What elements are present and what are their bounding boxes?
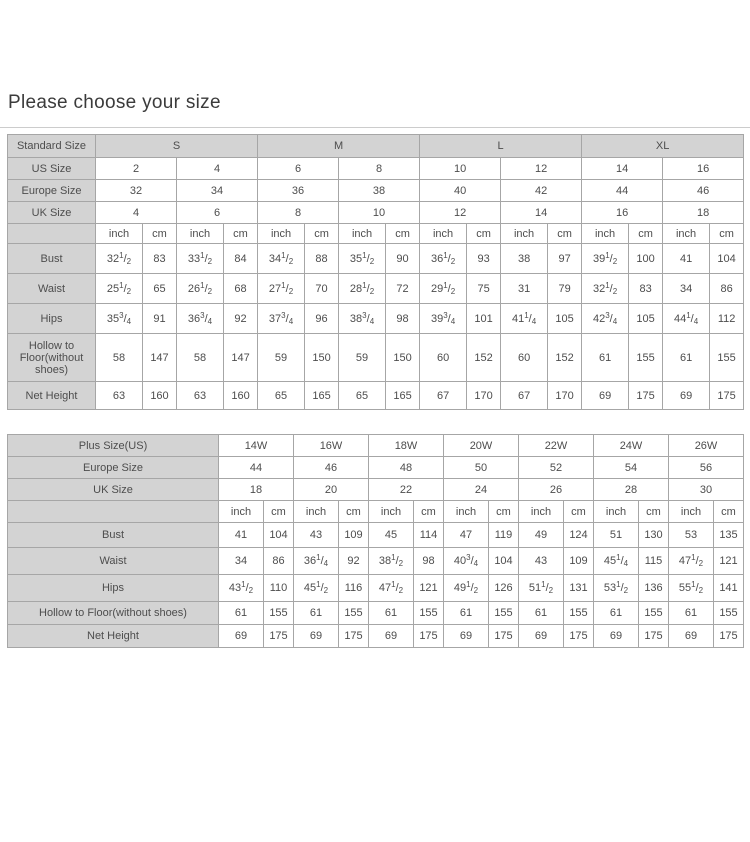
measure-value-inch: $51^1/_2$ (519, 575, 564, 602)
unit-label: inch (669, 501, 714, 523)
measure-value-inch: $39^3/_4$ (420, 304, 467, 334)
measure-value-cm: 175 (414, 625, 444, 648)
size-value: 56 (669, 457, 744, 479)
measure-value-inch: $44^1/_4$ (663, 304, 710, 334)
measure-value-cm: 68 (224, 274, 258, 304)
measure-value-inch: $47^1/_2$ (369, 575, 414, 602)
unit-label: cm (629, 224, 663, 244)
measure-value-inch: 61 (294, 602, 339, 625)
measure-value-cm: 105 (629, 304, 663, 334)
measure-value-cm: 86 (264, 548, 294, 575)
size-value: 14 (501, 202, 582, 224)
size-value: 14W (219, 435, 294, 457)
measure-value-cm: 147 (224, 334, 258, 382)
size-value: 16W (294, 435, 369, 457)
measure-value-cm: 93 (467, 244, 501, 274)
measure-value-cm: 155 (264, 602, 294, 625)
size-group-header: L (420, 135, 582, 158)
measure-value-inch: $39^1/_2$ (582, 244, 629, 274)
measure-value-cm: 91 (143, 304, 177, 334)
measure-value-cm: 109 (564, 548, 594, 575)
measure-value-cm: 155 (710, 334, 744, 382)
row-label: UK Size (8, 202, 96, 224)
unit-label: cm (710, 224, 744, 244)
size-value: 44 (219, 457, 294, 479)
measure-value-inch: 65 (339, 382, 386, 410)
measure-value-cm: 124 (564, 523, 594, 548)
measure-value-inch: 63 (177, 382, 224, 410)
measure-value-inch: 61 (669, 602, 714, 625)
measure-value-cm: 88 (305, 244, 339, 274)
measure-value-inch: 34 (663, 274, 710, 304)
measure-value-inch: 31 (501, 274, 548, 304)
size-value: 8 (339, 158, 420, 180)
measure-value-inch: $47^1/_2$ (669, 548, 714, 575)
measure-value-cm: 147 (143, 334, 177, 382)
measure-value-inch: 61 (663, 334, 710, 382)
unit-label: cm (467, 224, 501, 244)
unit-label: inch (177, 224, 224, 244)
measure-value-inch: 34 (219, 548, 264, 575)
measure-value-cm: 170 (467, 382, 501, 410)
row-label: Plus Size(US) (8, 435, 219, 457)
measure-value-inch: 47 (444, 523, 489, 548)
size-value: 40 (420, 180, 501, 202)
measure-value-inch: 69 (519, 625, 564, 648)
size-value: 24W (594, 435, 669, 457)
measure-value-cm: 135 (714, 523, 744, 548)
row-label: Waist (8, 548, 219, 575)
measure-value-inch: 41 (219, 523, 264, 548)
measure-value-cm: 165 (305, 382, 339, 410)
unit-label: cm (548, 224, 582, 244)
row-label: Bust (8, 523, 219, 548)
size-value: 20W (444, 435, 519, 457)
measure-value-inch: 69 (219, 625, 264, 648)
measure-value-inch: 63 (96, 382, 143, 410)
table-row (8, 274, 744, 304)
measure-value-inch: $36^3/_4$ (177, 304, 224, 334)
unit-label: inch (444, 501, 489, 523)
title-divider (0, 127, 750, 128)
measure-value-inch: 61 (369, 602, 414, 625)
plus-size-table (7, 434, 744, 648)
measure-value-cm: 155 (489, 602, 519, 625)
table-row (8, 224, 744, 244)
measure-value-inch: $41^1/_4$ (501, 304, 548, 334)
measure-value-cm: 175 (264, 625, 294, 648)
unit-label: inch (594, 501, 639, 523)
unit-label: cm (714, 501, 744, 523)
measure-value-inch: 69 (669, 625, 714, 648)
measure-value-inch: $40^3/_4$ (444, 548, 489, 575)
size-value: 46 (294, 457, 369, 479)
measure-value-inch: 60 (420, 334, 467, 382)
size-value: 12 (501, 158, 582, 180)
unit-label: inch (339, 224, 386, 244)
size-value: 22W (519, 435, 594, 457)
measure-value-inch: 61 (444, 602, 489, 625)
measure-value-inch: $29^1/_2$ (420, 274, 467, 304)
measure-value-cm: 155 (639, 602, 669, 625)
measure-value-inch: $55^1/_2$ (669, 575, 714, 602)
measure-value-inch: $28^1/_2$ (339, 274, 386, 304)
measure-value-inch: 69 (369, 625, 414, 648)
unit-label: inch (582, 224, 629, 244)
measure-value-inch: $32^1/_2$ (96, 244, 143, 274)
size-value: 54 (594, 457, 669, 479)
measure-value-cm: 152 (548, 334, 582, 382)
measure-value-inch: 67 (501, 382, 548, 410)
measure-value-inch: 69 (582, 382, 629, 410)
table-row (8, 180, 744, 202)
measure-value-inch: $36^1/_4$ (294, 548, 339, 575)
row-label: Waist (8, 274, 96, 304)
measure-value-inch: $45^1/_2$ (294, 575, 339, 602)
measure-value-cm: 115 (639, 548, 669, 575)
measure-value-cm: 90 (386, 244, 420, 274)
size-value: 22 (369, 479, 444, 501)
row-label: Bust (8, 244, 96, 274)
measure-value-inch: 67 (420, 382, 467, 410)
size-value: 8 (258, 202, 339, 224)
size-value: 44 (582, 180, 663, 202)
unit-label: inch (219, 501, 264, 523)
measure-value-cm: 155 (714, 602, 744, 625)
unit-label: cm (414, 501, 444, 523)
measure-value-cm: 96 (305, 304, 339, 334)
row-label: Hips (8, 304, 96, 334)
row-label (8, 224, 96, 244)
size-value: 16 (663, 158, 744, 180)
measure-value-cm: 105 (548, 304, 582, 334)
measure-value-inch: 61 (582, 334, 629, 382)
row-label (8, 501, 219, 523)
size-value: 4 (177, 158, 258, 180)
measure-value-inch: 58 (177, 334, 224, 382)
row-label: Hips (8, 575, 219, 602)
row-label: Standard Size (8, 135, 96, 158)
size-value: 14 (582, 158, 663, 180)
unit-label: inch (663, 224, 710, 244)
size-value: 6 (258, 158, 339, 180)
row-label: Europe Size (8, 457, 219, 479)
measure-value-cm: 165 (386, 382, 420, 410)
measure-value-inch: $38^3/_4$ (339, 304, 386, 334)
measure-value-cm: 175 (629, 382, 663, 410)
measure-value-cm: 130 (639, 523, 669, 548)
table-row (8, 244, 744, 274)
table-row (8, 625, 744, 648)
measure-value-cm: 155 (414, 602, 444, 625)
size-value: 38 (339, 180, 420, 202)
measure-value-inch: 43 (294, 523, 339, 548)
measure-value-cm: 175 (710, 382, 744, 410)
measure-value-inch: 69 (594, 625, 639, 648)
unit-label: cm (305, 224, 339, 244)
unit-label: inch (501, 224, 548, 244)
table-row (8, 523, 744, 548)
unit-label: cm (339, 501, 369, 523)
measure-value-inch: $53^1/_2$ (594, 575, 639, 602)
measure-value-cm: 152 (467, 334, 501, 382)
table-row (8, 479, 744, 501)
size-value: 10 (339, 202, 420, 224)
measure-value-cm: 104 (489, 548, 519, 575)
measure-value-inch: 38 (501, 244, 548, 274)
table-row (8, 457, 744, 479)
measure-value-cm: 116 (339, 575, 369, 602)
measure-value-inch: $49^1/_2$ (444, 575, 489, 602)
measure-value-cm: 109 (339, 523, 369, 548)
measure-value-cm: 160 (143, 382, 177, 410)
measure-value-cm: 150 (305, 334, 339, 382)
measure-value-inch: 58 (96, 334, 143, 382)
measure-value-cm: 110 (264, 575, 294, 602)
measure-value-cm: 160 (224, 382, 258, 410)
measure-value-inch: $42^3/_4$ (582, 304, 629, 334)
measure-value-cm: 70 (305, 274, 339, 304)
measure-value-inch: 49 (519, 523, 564, 548)
measure-value-cm: 84 (224, 244, 258, 274)
measure-value-inch: $35^1/_2$ (339, 244, 386, 274)
measure-value-inch: 61 (219, 602, 264, 625)
table-row (8, 135, 744, 158)
measure-value-inch: 65 (258, 382, 305, 410)
table-row (8, 501, 744, 523)
measure-value-inch: $35^3/_4$ (96, 304, 143, 334)
measure-value-inch: 59 (339, 334, 386, 382)
measure-value-cm: 65 (143, 274, 177, 304)
size-value: 46 (663, 180, 744, 202)
measure-value-cm: 101 (467, 304, 501, 334)
measure-value-inch: $27^1/_2$ (258, 274, 305, 304)
table-row (8, 382, 744, 410)
unit-label: inch (420, 224, 467, 244)
unit-label: inch (369, 501, 414, 523)
size-value: 18 (219, 479, 294, 501)
measure-value-cm: 114 (414, 523, 444, 548)
measure-value-inch: 41 (663, 244, 710, 274)
unit-label: cm (386, 224, 420, 244)
measure-value-cm: 175 (564, 625, 594, 648)
measure-value-inch: 51 (594, 523, 639, 548)
measure-value-cm: 100 (629, 244, 663, 274)
size-group-header: M (258, 135, 420, 158)
table-row (8, 575, 744, 602)
table-row (8, 304, 744, 334)
measure-value-cm: 175 (489, 625, 519, 648)
measure-value-cm: 83 (629, 274, 663, 304)
measure-value-inch: $26^1/_2$ (177, 274, 224, 304)
measure-value-inch: 69 (663, 382, 710, 410)
size-group-header: S (96, 135, 258, 158)
row-label: Hollow to Floor(without shoes) (8, 334, 96, 382)
measure-value-cm: 150 (386, 334, 420, 382)
measure-value-inch: 69 (444, 625, 489, 648)
size-value: 26W (669, 435, 744, 457)
unit-label: cm (564, 501, 594, 523)
size-charts-container (0, 134, 750, 648)
table-row (8, 334, 744, 382)
unit-label: inch (258, 224, 305, 244)
size-value: 18 (663, 202, 744, 224)
table-row (8, 602, 744, 625)
page (0, 92, 750, 648)
row-label: Net Height (8, 625, 219, 648)
measure-value-cm: 126 (489, 575, 519, 602)
size-value: 50 (444, 457, 519, 479)
measure-value-inch: $36^1/_2$ (420, 244, 467, 274)
size-value: 12 (420, 202, 501, 224)
measure-value-cm: 92 (339, 548, 369, 575)
size-value: 34 (177, 180, 258, 202)
size-value: 28 (594, 479, 669, 501)
measure-value-inch: 61 (594, 602, 639, 625)
measure-value-cm: 92 (224, 304, 258, 334)
size-value: 10 (420, 158, 501, 180)
size-value: 36 (258, 180, 339, 202)
measure-value-cm: 155 (564, 602, 594, 625)
size-value: 32 (96, 180, 177, 202)
size-value: 30 (669, 479, 744, 501)
size-value: 52 (519, 457, 594, 479)
measure-value-inch: $37^3/_4$ (258, 304, 305, 334)
unit-label: inch (294, 501, 339, 523)
measure-value-inch: $38^1/_2$ (369, 548, 414, 575)
unit-label: cm (224, 224, 258, 244)
unit-label: cm (639, 501, 669, 523)
measure-value-cm: 136 (639, 575, 669, 602)
measure-value-inch: 61 (519, 602, 564, 625)
measure-value-cm: 98 (386, 304, 420, 334)
size-value: 18W (369, 435, 444, 457)
size-value: 6 (177, 202, 258, 224)
measure-value-cm: 104 (264, 523, 294, 548)
measure-value-cm: 141 (714, 575, 744, 602)
table-row (8, 202, 744, 224)
measure-value-cm: 104 (710, 244, 744, 274)
unit-label: cm (489, 501, 519, 523)
unit-label: inch (96, 224, 143, 244)
table-row (8, 158, 744, 180)
table-row (8, 548, 744, 575)
size-value: 16 (582, 202, 663, 224)
row-label: US Size (8, 158, 96, 180)
measure-value-cm: 86 (710, 274, 744, 304)
measure-value-inch: 43 (519, 548, 564, 575)
table-row (8, 435, 744, 457)
measure-value-inch: $34^1/_2$ (258, 244, 305, 274)
measure-value-inch: $33^1/_2$ (177, 244, 224, 274)
measure-value-cm: 175 (639, 625, 669, 648)
measure-value-inch: 69 (294, 625, 339, 648)
row-label: Hollow to Floor(without shoes) (8, 602, 219, 625)
measure-value-cm: 79 (548, 274, 582, 304)
measure-value-cm: 121 (414, 575, 444, 602)
measure-value-inch: 59 (258, 334, 305, 382)
unit-label: inch (519, 501, 564, 523)
row-label: UK Size (8, 479, 219, 501)
measure-value-cm: 155 (629, 334, 663, 382)
measure-value-inch: 60 (501, 334, 548, 382)
measure-value-cm: 119 (489, 523, 519, 548)
measure-value-inch: $25^1/_2$ (96, 274, 143, 304)
measure-value-cm: 72 (386, 274, 420, 304)
measure-value-cm: 175 (339, 625, 369, 648)
size-value: 20 (294, 479, 369, 501)
size-value: 2 (96, 158, 177, 180)
measure-value-cm: 121 (714, 548, 744, 575)
row-label: Europe Size (8, 180, 96, 202)
size-value: 4 (96, 202, 177, 224)
measure-value-cm: 98 (414, 548, 444, 575)
measure-value-cm: 97 (548, 244, 582, 274)
size-group-header: XL (582, 135, 744, 158)
measure-value-inch: 45 (369, 523, 414, 548)
size-value: 48 (369, 457, 444, 479)
measure-value-cm: 155 (339, 602, 369, 625)
measure-value-inch: $43^1/_2$ (219, 575, 264, 602)
measure-value-cm: 83 (143, 244, 177, 274)
measure-value-cm: 75 (467, 274, 501, 304)
size-value: 42 (501, 180, 582, 202)
measure-value-cm: 112 (710, 304, 744, 334)
standard-size-table (7, 134, 744, 410)
size-value: 24 (444, 479, 519, 501)
measure-value-inch: $45^1/_4$ (594, 548, 639, 575)
size-value: 26 (519, 479, 594, 501)
measure-value-cm: 170 (548, 382, 582, 410)
measure-value-inch: 53 (669, 523, 714, 548)
measure-value-inch: $32^1/_2$ (582, 274, 629, 304)
measure-value-cm: 131 (564, 575, 594, 602)
unit-label: cm (264, 501, 294, 523)
measure-value-cm: 175 (714, 625, 744, 648)
row-label: Net Height (8, 382, 96, 410)
page-title: Please choose your size (8, 92, 221, 113)
unit-label: cm (143, 224, 177, 244)
